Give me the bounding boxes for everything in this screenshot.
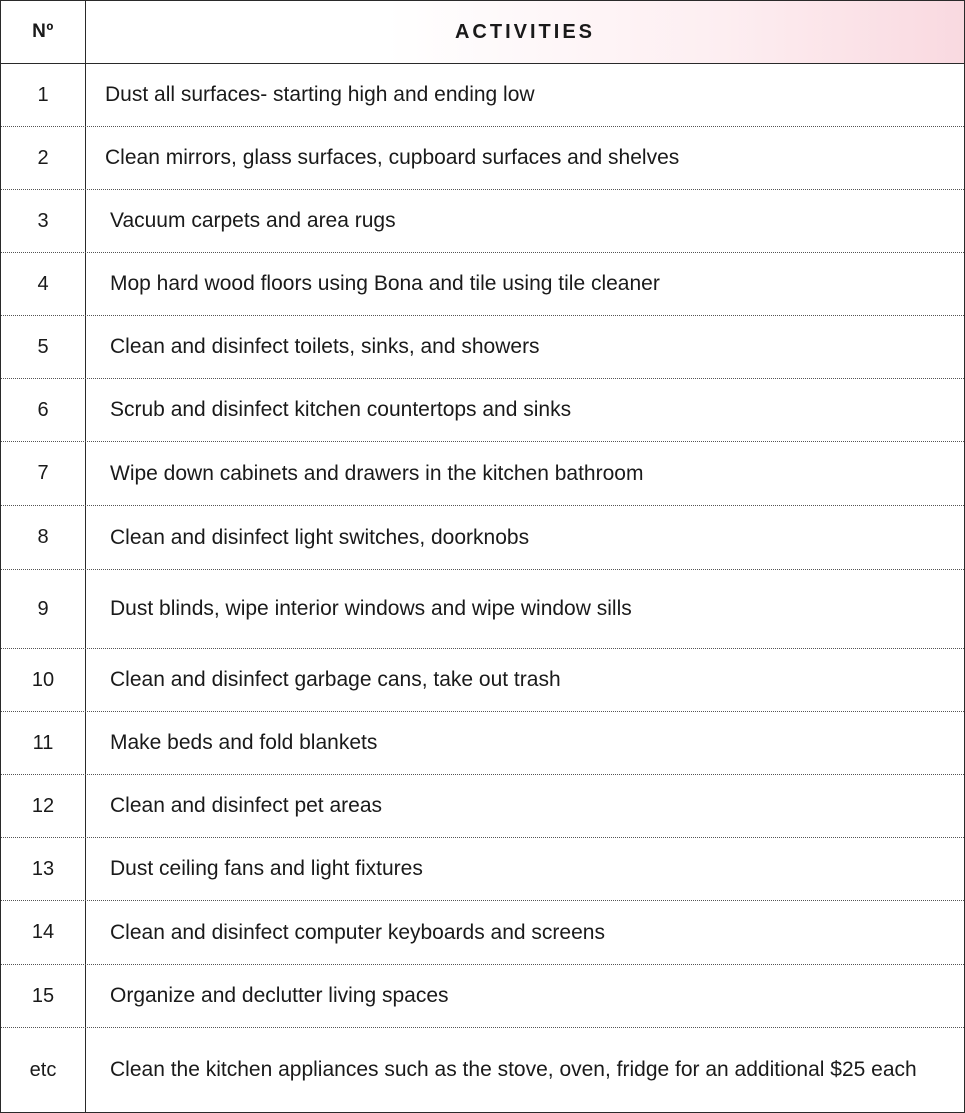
- row-number: 15: [1, 965, 86, 1027]
- table-row: [1, 316, 964, 379]
- row-activity: Dust all surfaces- starting high and ending low: [105, 83, 535, 106]
- row-activity: Wipe down cabinets and drawers in the kitchen bathroom: [110, 461, 644, 485]
- row-number: 5: [1, 316, 86, 378]
- table-header: [1, 1, 964, 64]
- table-row: [1, 64, 964, 127]
- row-activity: Clean and disinfect computer keyboards and screens: [110, 920, 605, 944]
- table-row: [1, 190, 964, 253]
- row-activity: Dust ceiling fans and light fixtures: [110, 857, 423, 880]
- table-row: [1, 649, 964, 712]
- row-activity: Clean and disinfect garbage cans, take out trash: [110, 668, 561, 691]
- row-activity: Clean and disinfect pet areas: [110, 794, 383, 817]
- row-activity: Mop hard wood floors using Bona and tile using tile cleaner: [110, 272, 660, 295]
- table-row: [1, 570, 964, 649]
- row-number: 13: [1, 838, 86, 900]
- row-number: 9: [1, 570, 86, 648]
- table-row: [1, 775, 964, 838]
- row-activity: Clean and disinfect light switches, doorknobs: [110, 525, 530, 549]
- table-row: [1, 506, 964, 570]
- table-row: [1, 253, 964, 316]
- row-activity: Scrub and disinfect kitchen countertops and sinks: [110, 398, 572, 421]
- row-activity: Clean the kitchen appliances such as the stove, oven, fridge for an additional $25 each: [110, 1058, 917, 1081]
- row-activity: Make beds and fold blankets: [110, 731, 378, 754]
- row-number: 6: [1, 379, 86, 441]
- table-row: [1, 127, 964, 190]
- table-row: [1, 965, 964, 1028]
- activities-column-header: ACTIVITIES: [454, 20, 595, 43]
- row-activity: Clean and disinfect toilets, sinks, and showers: [110, 335, 540, 358]
- row-number: 7: [1, 442, 86, 505]
- row-number: 4: [1, 253, 86, 315]
- table-row: [1, 712, 964, 775]
- table-row: [1, 838, 964, 901]
- row-number: 3: [1, 190, 86, 252]
- table-row: [1, 379, 964, 442]
- row-activity: Clean mirrors, glass surfaces, cupboard surfaces and shelves: [105, 146, 680, 169]
- row-activity: Dust blinds, wipe interior windows and wipe window sills: [110, 597, 632, 620]
- number-column-header: Nº: [1, 1, 86, 63]
- row-number: 11: [1, 712, 86, 774]
- row-number: 1: [1, 64, 86, 126]
- table-row: [1, 442, 964, 506]
- table-row: [1, 1028, 964, 1112]
- row-number: 12: [1, 775, 86, 837]
- row-activity: Vacuum carpets and area rugs: [110, 209, 396, 232]
- row-number: 14: [1, 901, 86, 964]
- row-activity: Organize and declutter living spaces: [110, 984, 449, 1007]
- row-number: 8: [1, 506, 86, 569]
- row-number: etc: [1, 1028, 86, 1112]
- row-number: 10: [1, 649, 86, 711]
- table-row: [1, 901, 964, 965]
- row-number: 2: [1, 127, 86, 189]
